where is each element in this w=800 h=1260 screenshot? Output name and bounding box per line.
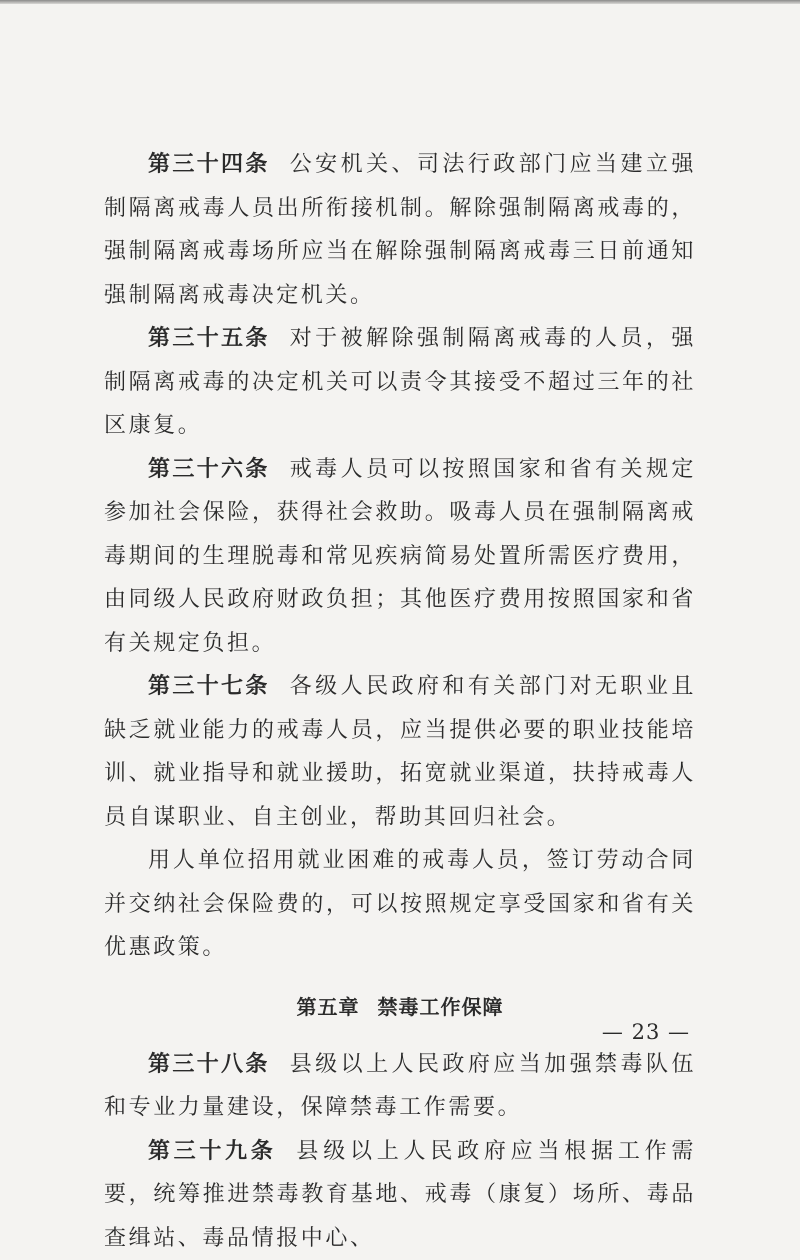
scan-top-edge [0,0,800,4]
article-number: 第三十八条 [148,1052,270,1077]
article-number: 第三十七条 [148,674,270,699]
chapter-number: 第五章 [297,995,360,1019]
article-number: 第三十五条 [148,326,270,351]
article-number: 第三十九条 [148,1139,276,1164]
article-38 [104,1043,696,1130]
document-body [104,143,696,1260]
article-35 [104,317,696,448]
article-34 [104,143,696,317]
article-37-paragraph-2: 用人单位招用就业困难的戒毒人员，签订劳动合同并交纳社会保险费的，可以按照规定享受国家和省有关优惠政策。 [104,839,696,970]
article-text: 县级以上人民政府应当根据工作需要，统筹推进禁毒教育基地、戒毒（康复）场所、毒品查缉站、毒品情报中心、 [104,1139,696,1251]
article-text: 公安机关、司法行政部门应当建立强制隔离戒毒人员出所衔接机制。解除强制隔离戒毒的，强制隔离戒毒场所应当在解除强制隔离戒毒三日前通知强制隔离戒毒决定机关。 [104,152,696,308]
article-39 [104,1130,696,1260]
article-number: 第三十六条 [148,457,270,482]
page-number: — 23 — [602,1020,690,1044]
article-37 [104,665,696,839]
article-number: 第三十四条 [148,152,270,177]
article-36 [104,448,696,666]
chapter-title: 禁毒工作保障 [378,995,504,1019]
article-text: 县级以上人民政府应当加强禁毒队伍和专业力量建设，保障禁毒工作需要。 [104,1052,696,1121]
article-text: 戒毒人员可以按照国家和省有关规定参加社会保险，获得社会救助。吸毒人员在强制隔离戒毒期间的生理脱毒和常见疾病简易处置所需医疗费用，由同级人民政府财政负担；其他医疗费用按照国家和省有关规定负担。 [104,457,696,656]
article-text: 各级人民政府和有关部门对无职业且缺乏就业能力的戒毒人员，应当提供必要的职业技能培训、就业指导和就业援助，拓宽就业渠道，扶持戒毒人员自谋职业、自主创业，帮助其回归社会。 [104,674,696,830]
article-text: 对于被解除强制隔离戒毒的人员，强制隔离戒毒的决定机关可以责令其接受不超过三年的社区康复。 [104,326,696,438]
